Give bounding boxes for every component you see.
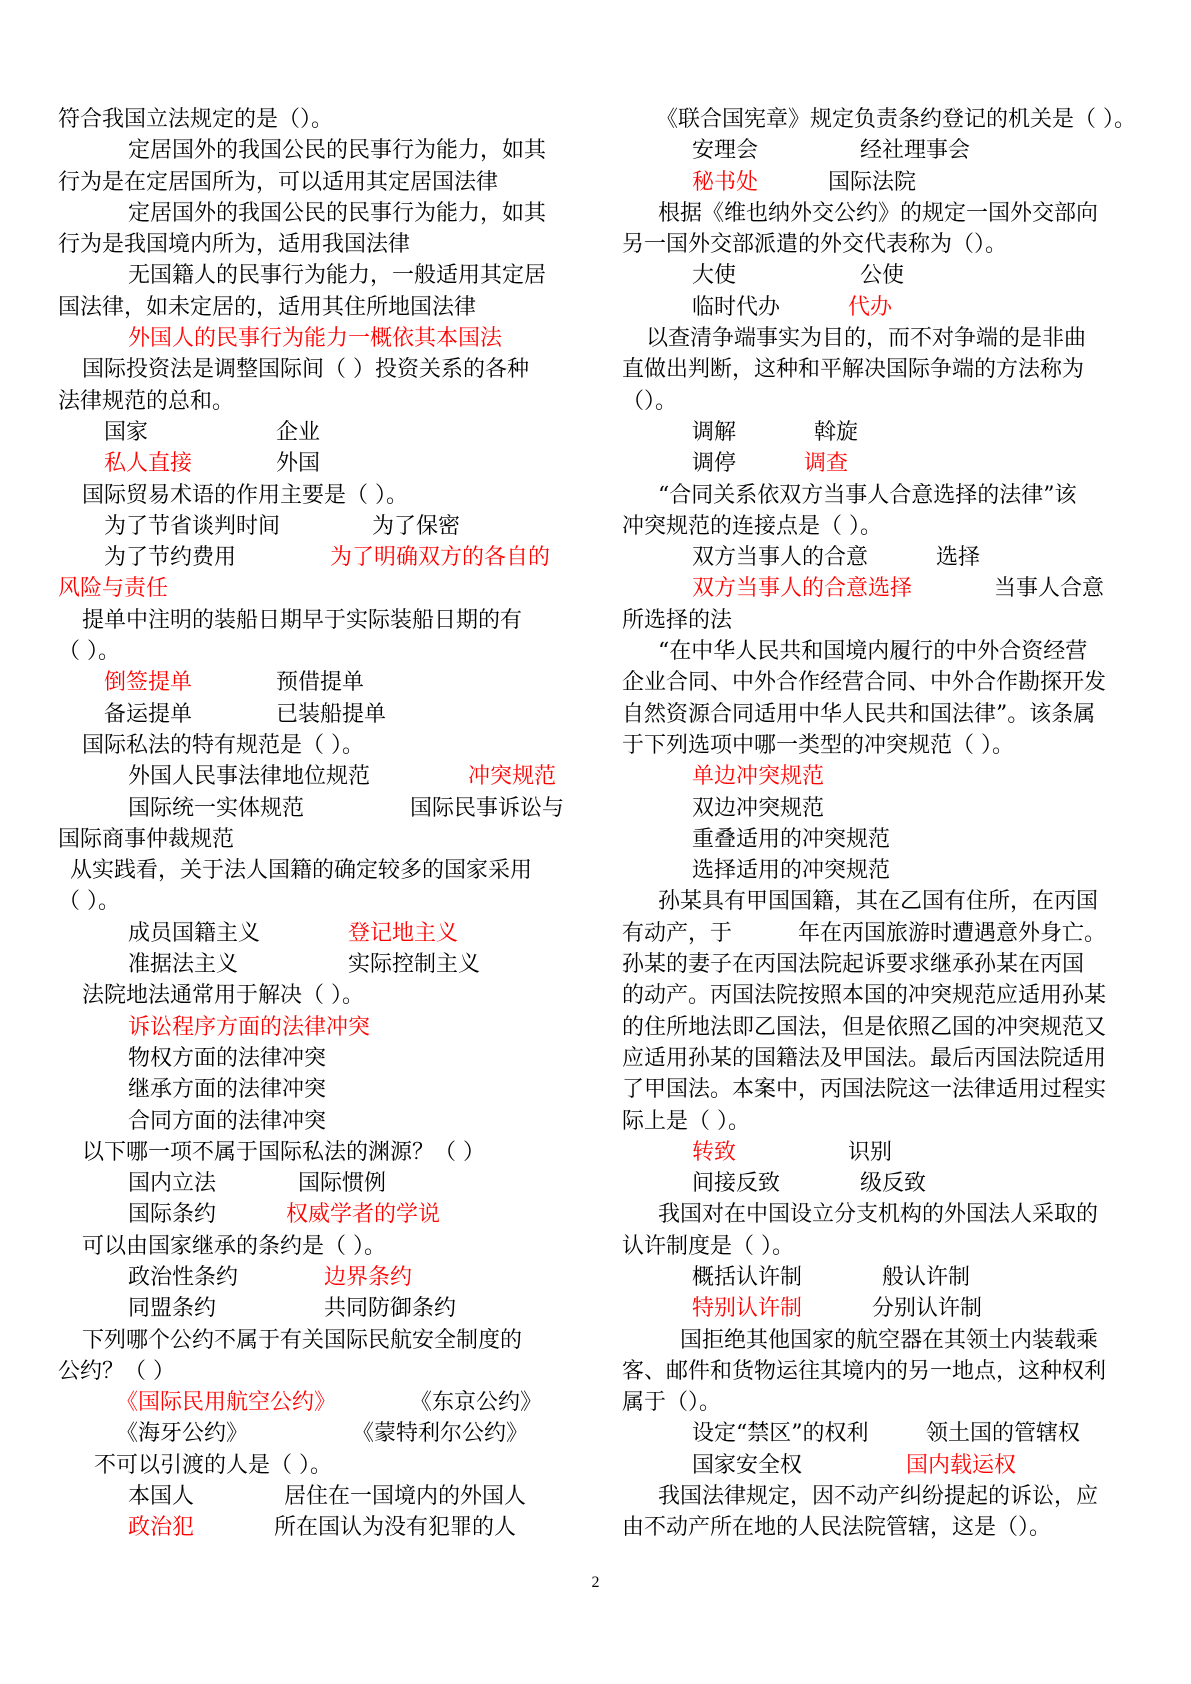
text-segment: 居住在一国境内的外国人 [284, 1484, 527, 1510]
answer-option: 倒签提单 [104, 670, 193, 696]
text-segment: 法律规范的总和。 [58, 388, 235, 414]
text-segment: 无国籍人的民事行为能力，一般适用其定居 [128, 263, 547, 289]
right-line [622, 542, 1144, 573]
left-line [58, 1074, 580, 1105]
right-line [622, 1325, 1144, 1356]
text-segment: 公约？（ ） [58, 1358, 175, 1384]
left-line [58, 260, 580, 291]
left-line [58, 1325, 580, 1356]
right-line [622, 135, 1144, 166]
text-segment: 外国人民事法律地位规范 [128, 764, 371, 790]
text-segment: 从实践看，关于法人国籍的确定较多的国家采用 [70, 858, 533, 884]
right-line [622, 1106, 1144, 1137]
right-line [622, 260, 1144, 291]
text-segment: 《蒙特利尔公约》 [352, 1421, 529, 1447]
left-line [58, 1199, 580, 1230]
right-line [622, 1387, 1144, 1418]
left-line [58, 1418, 580, 1449]
text-segment: 为了保密 [372, 513, 461, 539]
left-line [58, 511, 580, 542]
right-line [622, 323, 1144, 354]
left-line [58, 198, 580, 229]
text-segment: 所在国认为没有犯罪的人 [274, 1515, 517, 1541]
text-segment: 孙某具有甲国国籍，其在乙国有住所，在丙国 [658, 889, 1099, 915]
text-segment: “在中华人民共和国境内履行的中外合资经营 [658, 639, 1088, 665]
right-line [622, 855, 1144, 886]
text-segment: 法院地法通常用于解决（ ）。 [82, 983, 364, 1009]
text-segment: 另一国外交部派遣的外交代表称为（）。 [622, 232, 1008, 258]
text-segment: 准据法主义 [128, 952, 239, 978]
text-segment: 国际民事诉讼与 [410, 795, 565, 821]
text-segment: 下列哪个公约不属于有关国际民航安全制度的 [82, 1327, 523, 1353]
left-line [58, 1387, 580, 1418]
left-line [58, 417, 580, 448]
text-segment: 我国法律规定，因不动产纠纷提起的诉讼，应 [658, 1484, 1099, 1510]
text-segment: 自然资源合同适用中华人民共和国法律”。该条属 [622, 701, 1096, 727]
right-line [622, 1262, 1144, 1293]
text-segment: 可以由国家继承的条约是（ ）。 [82, 1233, 386, 1259]
right-line [622, 229, 1144, 260]
answer-option: 私人直接 [104, 451, 193, 477]
answer-option: 秘书处 [692, 169, 759, 195]
answer-option: 为了明确双方的各自的 [330, 545, 551, 571]
left-line [58, 1450, 580, 1481]
text-segment: 应适用孙某的国籍法及甲国法。最后丙国法院适用 [622, 1045, 1107, 1071]
text-segment: 客、邮件和货物运往其境内的另一地点，这种权利 [622, 1358, 1107, 1384]
right-line [622, 1043, 1144, 1074]
right-line [622, 354, 1144, 385]
text-segment: 间接反致 [692, 1171, 781, 1197]
right-line [622, 761, 1144, 792]
left-line [58, 104, 580, 135]
text-segment: 重叠适用的冲突规范 [692, 826, 891, 852]
answer-option: 《国际民用航空公约》 [116, 1390, 337, 1416]
text-segment: 已装船提单 [276, 701, 387, 727]
right-line [622, 886, 1144, 917]
text-segment: 大使 [692, 263, 737, 289]
right-line [622, 667, 1144, 698]
text-segment: 为了节约费用 [104, 545, 237, 571]
answer-option: 外国人的民事行为能力一概依其本国法 [128, 326, 503, 352]
left-line [58, 980, 580, 1011]
right-line [622, 1137, 1144, 1168]
text-segment: 不可以引渡的人是（ ）。 [94, 1452, 332, 1478]
text-segment: 外国 [276, 451, 321, 477]
left-line [58, 699, 580, 730]
text-segment: 选择适用的冲突规范 [692, 858, 891, 884]
answer-option: 权威学者的学说 [286, 1202, 441, 1228]
text-segment: 国际条约 [128, 1202, 217, 1228]
text-segment: 领土国的管辖权 [926, 1421, 1081, 1447]
left-line [58, 480, 580, 511]
right-line [622, 949, 1144, 980]
left-line [58, 855, 580, 886]
right-line [622, 448, 1144, 479]
right-line [622, 1168, 1144, 1199]
answer-option: 边界条约 [324, 1264, 413, 1290]
answer-option: 国内载运权 [906, 1452, 1017, 1478]
right-line [622, 1418, 1144, 1449]
text-segment: 以下哪一项不属于国际私法的渊源？（ ） [82, 1139, 485, 1165]
answer-option: 诉讼程序方面的法律冲突 [128, 1014, 371, 1040]
text-segment: 调解 [692, 419, 737, 445]
text-segment: 于下列选项中哪一类型的冲突规范（ ）。 [622, 732, 1014, 758]
right-line [622, 918, 1144, 949]
right-line [622, 793, 1144, 824]
right-line [622, 480, 1144, 511]
answer-option: 代办 [848, 294, 893, 320]
text-segment: 选择 [936, 545, 981, 571]
answer-option: 风险与责任 [58, 576, 169, 602]
text-segment: 经社理事会 [860, 138, 971, 164]
right-line [622, 605, 1144, 636]
text-segment: 国际投资法是调整国际间（ ）投资关系的各种 [82, 357, 529, 383]
right-line [622, 1512, 1144, 1543]
left-line [58, 1512, 580, 1543]
left-line [58, 1168, 580, 1199]
left-line [58, 667, 580, 698]
left-line [58, 1356, 580, 1387]
text-segment: 由不动产所在地的人民法院管辖，这是（）。 [622, 1515, 1052, 1541]
text-segment: 企业 [276, 419, 321, 445]
text-segment: 行为是在定居国所为，可以适用其定居国法律 [58, 169, 499, 195]
text-segment: 认许制度是（ ）。 [622, 1233, 794, 1259]
text-segment: 我国对在中国设立分支机构的外国法人采取的 [658, 1202, 1099, 1228]
text-segment: 合同方面的法律冲突 [128, 1108, 327, 1134]
text-segment: 有动产，于 年在丙国旅游时遭遇意外身亡。 [622, 920, 1107, 946]
right-line [622, 730, 1144, 761]
left-line [58, 1106, 580, 1137]
answer-option: 登记地主义 [348, 920, 459, 946]
left-line [58, 323, 580, 354]
text-segment: 公使 [860, 263, 905, 289]
left-line [58, 886, 580, 917]
text-segment: （ ）。 [58, 639, 120, 665]
left-line [58, 949, 580, 980]
left-line [58, 1137, 580, 1168]
text-segment: 国际惯例 [298, 1171, 387, 1197]
text-segment: 为了节省谈判时间 [104, 513, 281, 539]
text-segment: 双方当事人的合意 [692, 545, 869, 571]
right-line [622, 699, 1144, 730]
text-segment: 预借提单 [276, 670, 365, 696]
text-segment: 国际商事仲裁规范 [58, 826, 235, 852]
right-line [622, 1074, 1144, 1105]
text-segment: 《东京公约》 [410, 1390, 543, 1416]
text-segment: 国际贸易术语的作用主要是（ ）。 [82, 482, 408, 508]
right-line [622, 1199, 1144, 1230]
answer-option: 双方当事人的合意选择 [692, 576, 913, 602]
left-column [58, 104, 580, 1544]
text-segment: 成员国籍主义 [128, 920, 261, 946]
answer-option: 冲突规范 [468, 764, 557, 790]
text-segment: 备运提单 [104, 701, 193, 727]
text-segment: 了甲国法。本案中，丙国法院这一法律适用过程实 [622, 1077, 1107, 1103]
right-line [622, 636, 1144, 667]
text-segment: 般认许制 [882, 1264, 971, 1290]
text-segment: 定居国外的我国公民的民事行为能力，如其 [128, 138, 547, 164]
left-line [58, 1012, 580, 1043]
text-segment: 国际私法的特有规范是（ ）。 [82, 732, 364, 758]
right-line [622, 1481, 1144, 1512]
right-line [622, 386, 1144, 417]
text-segment: （）。 [622, 388, 678, 414]
text-segment: 所选择的法 [622, 607, 733, 633]
left-line [58, 448, 580, 479]
text-segment: 提单中注明的装船日期早于实际装船日期的有 [82, 607, 523, 633]
left-line [58, 1481, 580, 1512]
text-segment: 孙某的妻子在丙国法院起诉要求继承孙某在丙国 [622, 952, 1085, 978]
text-segment: 物权方面的法律冲突 [128, 1045, 327, 1071]
text-segment: 属于（）。 [622, 1390, 722, 1416]
right-line [622, 104, 1144, 135]
text-segment: 的住所地法即乙国法，但是依照乙国的冲突规范又 [622, 1014, 1107, 1040]
text-segment: 《联合国宪章》规定负责条约登记的机关是（ ）。 [656, 107, 1136, 132]
text-segment: 级反致 [860, 1171, 927, 1197]
text-segment: 符合我国立法规定的是（）。 [58, 107, 334, 132]
text-segment: 《海牙公约》 [116, 1421, 249, 1447]
text-segment: 实际控制主义 [348, 952, 481, 978]
text-segment: 识别 [848, 1139, 893, 1165]
right-line [622, 1356, 1144, 1387]
left-line [58, 1262, 580, 1293]
text-segment: 际上是（ ）。 [622, 1108, 750, 1134]
text-segment: 直做出判断，这种和平解决国际争端的方法称为 [622, 357, 1085, 383]
right-line [622, 1012, 1144, 1043]
left-line [58, 761, 580, 792]
right-line [622, 417, 1144, 448]
left-line [58, 573, 580, 604]
left-line [58, 354, 580, 385]
right-line [622, 824, 1144, 855]
text-segment: 企业合同、中外合作经营合同、中外合作勘探开发 [622, 670, 1107, 696]
left-line [58, 824, 580, 855]
text-segment: “合同关系依双方当事人合意选择的法律”该 [658, 482, 1077, 508]
page-number: 2 [591, 1574, 600, 1591]
right-line [622, 167, 1144, 198]
left-line [58, 1231, 580, 1262]
right-line [622, 573, 1144, 604]
text-segment: （ ）。 [58, 889, 120, 915]
text-segment: 当事人合意 [994, 576, 1105, 602]
text-segment: 国家安全权 [692, 1452, 803, 1478]
right-line [622, 511, 1144, 542]
text-segment: 共同防御条约 [324, 1296, 457, 1322]
text-segment: 设定“禁区”的权利 [692, 1421, 869, 1447]
answer-option: 单边冲突规范 [692, 764, 825, 790]
text-segment: 斡旋 [814, 419, 859, 445]
left-line [58, 135, 580, 166]
answer-option: 特别认许制 [692, 1296, 803, 1322]
left-line [58, 292, 580, 323]
left-line [58, 167, 580, 198]
left-line [58, 636, 580, 667]
left-line [58, 1043, 580, 1074]
text-segment: 的动产。丙国法院按照本国的冲突规范应适用孙某 [622, 983, 1107, 1009]
text-segment: 安理会 [692, 138, 759, 164]
text-segment: 临时代办 [692, 294, 781, 320]
left-line [58, 605, 580, 636]
text-segment: 冲突规范的连接点是（ ）。 [622, 513, 882, 539]
text-segment: 国际法院 [828, 169, 917, 195]
text-segment: 双边冲突规范 [692, 795, 825, 821]
text-segment: 本国人 [128, 1484, 195, 1510]
text-segment: 调停 [692, 451, 737, 477]
text-segment: 行为是我国境内所为，适用我国法律 [58, 232, 411, 258]
text-segment: 以查清争端事实为目的，而不对争端的是非曲 [646, 326, 1087, 352]
text-segment: 同盟条约 [128, 1296, 217, 1322]
text-segment: 定居国外的我国公民的民事行为能力，如其 [128, 200, 547, 226]
text-segment: 国际统一实体规范 [128, 795, 305, 821]
text-segment: 国家 [104, 419, 149, 445]
text-segment: 概括认许制 [692, 1264, 803, 1290]
text-segment: 继承方面的法律冲突 [128, 1077, 327, 1103]
right-line [622, 1450, 1144, 1481]
left-line [58, 386, 580, 417]
left-line [58, 229, 580, 260]
right-line [622, 1293, 1144, 1324]
right-line [622, 1231, 1144, 1262]
text-segment: 国内立法 [128, 1171, 217, 1197]
right-column [622, 104, 1144, 1544]
text-segment: 分别认许制 [872, 1296, 983, 1322]
answer-option: 转致 [692, 1139, 737, 1165]
text-segment: 根据《维也纳外交公约》的规定一国外交部向 [658, 200, 1099, 226]
right-line [622, 292, 1144, 323]
answer-option: 调查 [804, 451, 849, 477]
right-line [622, 980, 1144, 1011]
text-segment: 国法律，如未定居的，适用其住所地国法律 [58, 294, 477, 320]
left-line [58, 793, 580, 824]
left-line [58, 918, 580, 949]
left-line [58, 730, 580, 761]
left-line [58, 542, 580, 573]
left-line [58, 1293, 580, 1324]
text-segment: 国拒绝其他国家的航空器在其领土内装载乘 [680, 1327, 1099, 1353]
right-line [622, 198, 1144, 229]
text-segment: 政治性条约 [128, 1264, 239, 1290]
answer-option: 政治犯 [128, 1515, 195, 1541]
